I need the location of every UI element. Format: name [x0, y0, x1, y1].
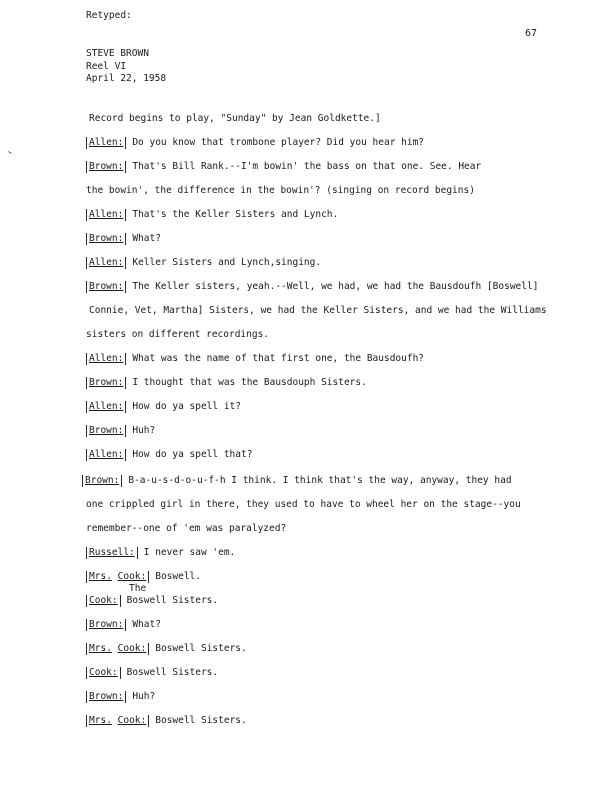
- transcript-line: Cook: Boswell Sisters.: [86, 667, 218, 679]
- transcript-continuation: one crippled girl in there, they used to have to wheel her on the stage--you: [86, 499, 521, 510]
- transcript-continuation: the bowin', the difference in the bowin'? (singing on record begins): [86, 185, 475, 196]
- transcript-continuation: remember--one of 'em was paralyzed?: [86, 523, 287, 534]
- transcript-line: Brown: The Keller sisters, yeah.--Well, we had, we had the Bausdoufh [Boswell]: [86, 281, 538, 293]
- transcript-line: Brown: Huh?: [86, 691, 155, 703]
- transcript-line: Mrs. Cook: Boswell.: [86, 571, 201, 583]
- transcript-line: Allen: Keller Sisters and Lynch,singing.: [86, 257, 321, 269]
- transcript-line: Cook: Boswell Sisters.: [86, 595, 218, 607]
- transcript-line: Mrs. Cook: Boswell Sisters.: [86, 643, 247, 655]
- retyped-label: Retyped:: [86, 10, 132, 21]
- reel-label: Reel VI: [86, 61, 127, 72]
- transcript-line: Russell: I never saw 'em.: [86, 547, 235, 559]
- transcript-line: Brown: What?: [86, 233, 161, 245]
- interview-subject: STEVE BROWN: [86, 48, 149, 59]
- transcript-intro: Record begins to play, "Sunday" by Jean Goldkette.]: [89, 113, 381, 124]
- transcript-line: Brown: That's Bill Rank.--I'm bowin' the bass on that one. See. Hear: [86, 161, 481, 173]
- transcript-line: Allen: How do ya spell it?: [86, 401, 241, 413]
- scan-speck: [8, 151, 12, 154]
- transcript-line: Allen: What was the name of that first one, the Bausdoufh?: [86, 353, 424, 365]
- transcript-line: Brown: What?: [86, 619, 161, 631]
- transcript-continuation: Connie, Vet, Martha] Sisters, we had the Keller Sisters, and we had the Williams: [89, 305, 547, 316]
- transcript-continuation: sisters on different recordings.: [86, 329, 270, 340]
- transcript-line: Brown: B-a-u-s-d-o-u-f-h I think. I think that's the way, anyway, they had: [82, 475, 512, 487]
- transcript-line: Allen: How do ya spell that?: [86, 449, 252, 461]
- transcript-line: Brown: I thought that was the Bausdouph Sisters.: [86, 377, 367, 389]
- transcript-line: Brown: Huh?: [86, 425, 155, 437]
- transcript-line: Allen: Do you know that trombone player? Did you hear him?: [86, 137, 424, 149]
- interview-date: April 22, 1958: [86, 73, 167, 84]
- handwritten-insertion: The: [129, 583, 147, 594]
- transcript-line: Allen: That's the Keller Sisters and Lynch.: [86, 209, 338, 221]
- transcript-line: Mrs. Cook: Boswell Sisters.: [86, 715, 247, 727]
- page-number: 67: [525, 28, 538, 39]
